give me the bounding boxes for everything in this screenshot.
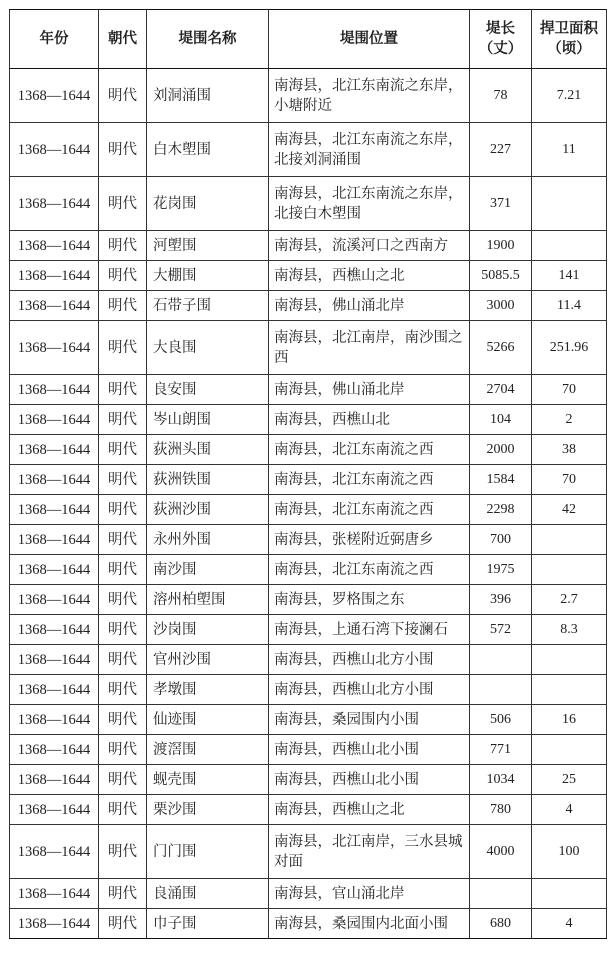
cell-length: 1034 (470, 765, 532, 795)
cell-area: 11.4 (532, 291, 607, 321)
cell-length: 700 (470, 525, 532, 555)
cell-dynasty: 明代 (99, 735, 147, 765)
cell-dynasty: 明代 (99, 465, 147, 495)
cell-dynasty: 明代 (99, 525, 147, 555)
header-area (532, 10, 607, 69)
cell-year: 1368—1644 (10, 405, 99, 435)
cell-name: 荻洲铁围 (147, 465, 269, 495)
cell-year: 1368—1644 (10, 321, 99, 375)
cell-name: 孝墩围 (147, 675, 269, 705)
cell-area: 38 (532, 435, 607, 465)
table-row (10, 909, 607, 939)
cell-length: 78 (470, 69, 532, 123)
cell-year: 1368—1644 (10, 735, 99, 765)
cell-dynasty: 明代 (99, 825, 147, 879)
cell-area (532, 879, 607, 909)
table-body (10, 69, 607, 939)
cell-name: 渡滘围 (147, 735, 269, 765)
cell-name: 仙迹围 (147, 705, 269, 735)
table-row (10, 261, 607, 291)
table-row (10, 765, 607, 795)
cell-name: 良涌围 (147, 879, 269, 909)
table-row (10, 495, 607, 525)
cell-name: 河塱围 (147, 231, 269, 261)
cell-area: 2 (532, 405, 607, 435)
table-row (10, 795, 607, 825)
cell-length: 104 (470, 405, 532, 435)
cell-location: 南海县，上通石湾下接澜石 (269, 615, 470, 645)
table-header (10, 10, 607, 69)
cell-location: 南海县，北江东南流之东岸，北接刘洞涌围 (269, 123, 470, 177)
cell-dynasty: 明代 (99, 291, 147, 321)
cell-area: 8.3 (532, 615, 607, 645)
table-row (10, 879, 607, 909)
cell-name: 良安围 (147, 375, 269, 405)
cell-length: 396 (470, 585, 532, 615)
cell-length: 1975 (470, 555, 532, 585)
table-row (10, 231, 607, 261)
cell-year: 1368—1644 (10, 525, 99, 555)
cell-area (532, 177, 607, 231)
cell-length (470, 675, 532, 705)
cell-location: 南海县，西樵山之北 (269, 261, 470, 291)
header-name: 堤围名称 (147, 10, 269, 69)
cell-location: 南海县，北江东南流之西 (269, 555, 470, 585)
cell-location: 南海县，北江东南流之西 (269, 435, 470, 465)
cell-dynasty: 明代 (99, 765, 147, 795)
cell-name: 刘洞涌围 (147, 69, 269, 123)
cell-dynasty: 明代 (99, 69, 147, 123)
cell-name: 荻洲头围 (147, 435, 269, 465)
header-row (10, 10, 607, 69)
cell-location: 南海县，西樵山之北 (269, 795, 470, 825)
cell-year: 1368—1644 (10, 879, 99, 909)
cell-length: 1900 (470, 231, 532, 261)
cell-year: 1368—1644 (10, 465, 99, 495)
table-row (10, 525, 607, 555)
cell-area: 70 (532, 375, 607, 405)
cell-area: 42 (532, 495, 607, 525)
cell-length: 2000 (470, 435, 532, 465)
cell-length: 227 (470, 123, 532, 177)
cell-name: 门门围 (147, 825, 269, 879)
cell-location: 南海县，北江东南流之西 (269, 465, 470, 495)
cell-dynasty: 明代 (99, 645, 147, 675)
cell-length: 5085.5 (470, 261, 532, 291)
cell-year: 1368—1644 (10, 123, 99, 177)
cell-year: 1368—1644 (10, 909, 99, 939)
cell-length: 1584 (470, 465, 532, 495)
cell-dynasty: 明代 (99, 909, 147, 939)
cell-dynasty: 明代 (99, 123, 147, 177)
table-row (10, 291, 607, 321)
cell-dynasty: 明代 (99, 495, 147, 525)
cell-dynasty: 明代 (99, 795, 147, 825)
cell-area: 100 (532, 825, 607, 879)
cell-year: 1368—1644 (10, 615, 99, 645)
cell-name: 大良围 (147, 321, 269, 375)
header-length (470, 10, 532, 69)
cell-name: 大棚围 (147, 261, 269, 291)
cell-name: 蚬壳围 (147, 765, 269, 795)
cell-location: 南海县，桑园围内小围 (269, 705, 470, 735)
cell-location: 南海县，北江东南流之西 (269, 495, 470, 525)
cell-year: 1368—1644 (10, 231, 99, 261)
cell-name: 官州沙围 (147, 645, 269, 675)
cell-dynasty: 明代 (99, 177, 147, 231)
cell-length: 780 (470, 795, 532, 825)
cell-year: 1368—1644 (10, 825, 99, 879)
cell-length: 371 (470, 177, 532, 231)
cell-location: 南海县，流溪河口之西南方 (269, 231, 470, 261)
cell-area: 25 (532, 765, 607, 795)
cell-dynasty: 明代 (99, 555, 147, 585)
cell-year: 1368—1644 (10, 555, 99, 585)
cell-name: 巾子围 (147, 909, 269, 939)
cell-area: 11 (532, 123, 607, 177)
cell-area: 4 (532, 909, 607, 939)
table-row (10, 465, 607, 495)
table-row (10, 435, 607, 465)
header-location: 堤围位置 (269, 10, 470, 69)
cell-name: 花岗围 (147, 177, 269, 231)
cell-area: 4 (532, 795, 607, 825)
table-row (10, 825, 607, 879)
cell-year: 1368—1644 (10, 291, 99, 321)
cell-area (532, 231, 607, 261)
cell-dynasty: 明代 (99, 405, 147, 435)
cell-area: 2.7 (532, 585, 607, 615)
cell-area: 7.21 (532, 69, 607, 123)
table-row (10, 615, 607, 645)
cell-name: 荻洲沙围 (147, 495, 269, 525)
cell-year: 1368—1644 (10, 495, 99, 525)
cell-location: 南海县，北江南岸，南沙围之西 (269, 321, 470, 375)
cell-location: 南海县，北江东南流之东岸，小塘附近 (269, 69, 470, 123)
cell-location: 南海县，张槎附近弼唐乡 (269, 525, 470, 555)
header-area-line2: （顷） (547, 41, 591, 57)
cell-location: 南海县，西樵山北方小围 (269, 675, 470, 705)
header-area-line1: 捍卫面积 (540, 21, 598, 37)
cell-area (532, 735, 607, 765)
cell-year: 1368—1644 (10, 795, 99, 825)
cell-year: 1368—1644 (10, 675, 99, 705)
cell-length (470, 879, 532, 909)
table-row (10, 375, 607, 405)
cell-year: 1368—1644 (10, 435, 99, 465)
cell-year: 1368—1644 (10, 375, 99, 405)
cell-name: 永州外围 (147, 525, 269, 555)
cell-location: 南海县，西樵山北方小围 (269, 645, 470, 675)
table-row (10, 675, 607, 705)
cell-length: 680 (470, 909, 532, 939)
cell-length: 572 (470, 615, 532, 645)
table-row (10, 321, 607, 375)
cell-length: 5266 (470, 321, 532, 375)
cell-name: 溶州柏塱围 (147, 585, 269, 615)
cell-location: 南海县，罗格围之东 (269, 585, 470, 615)
cell-dynasty: 明代 (99, 261, 147, 291)
cell-location: 南海县，西樵山北 (269, 405, 470, 435)
header-length-line2: （丈） (478, 41, 523, 57)
cell-name: 沙岗围 (147, 615, 269, 645)
cell-year: 1368—1644 (10, 177, 99, 231)
cell-dynasty: 明代 (99, 675, 147, 705)
cell-area: 141 (532, 261, 607, 291)
table-row (10, 585, 607, 615)
cell-year: 1368—1644 (10, 765, 99, 795)
cell-area (532, 675, 607, 705)
cell-year: 1368—1644 (10, 69, 99, 123)
cell-area: 70 (532, 465, 607, 495)
cell-name: 石带子围 (147, 291, 269, 321)
cell-dynasty: 明代 (99, 615, 147, 645)
cell-location: 南海县，佛山涌北岸 (269, 375, 470, 405)
cell-dynasty: 明代 (99, 705, 147, 735)
cell-length: 2704 (470, 375, 532, 405)
cell-location: 南海县，西樵山北小围 (269, 735, 470, 765)
cell-dynasty: 明代 (99, 879, 147, 909)
cell-area: 251.96 (532, 321, 607, 375)
cell-dynasty: 明代 (99, 585, 147, 615)
cell-area (532, 555, 607, 585)
cell-length: 3000 (470, 291, 532, 321)
cell-location: 南海县，桑园围内北面小围 (269, 909, 470, 939)
cell-dynasty: 明代 (99, 321, 147, 375)
cell-location: 南海县，北江南岸，三水县城对面 (269, 825, 470, 879)
cell-dynasty: 明代 (99, 375, 147, 405)
cell-length: 506 (470, 705, 532, 735)
header-year: 年份 (10, 10, 99, 69)
cell-dynasty: 明代 (99, 231, 147, 261)
cell-length: 771 (470, 735, 532, 765)
table-row (10, 123, 607, 177)
table-row (10, 405, 607, 435)
levee-table (9, 9, 607, 939)
cell-area (532, 645, 607, 675)
cell-location: 南海县，官山涌北岸 (269, 879, 470, 909)
cell-name: 南沙围 (147, 555, 269, 585)
table-row (10, 645, 607, 675)
cell-year: 1368—1644 (10, 645, 99, 675)
cell-length: 4000 (470, 825, 532, 879)
cell-length (470, 645, 532, 675)
cell-year: 1368—1644 (10, 705, 99, 735)
cell-name: 岑山朗围 (147, 405, 269, 435)
table-row (10, 555, 607, 585)
table-row (10, 69, 607, 123)
cell-dynasty: 明代 (99, 435, 147, 465)
cell-location: 南海县，北江东南流之东岸，北接白木塱围 (269, 177, 470, 231)
cell-year: 1368—1644 (10, 261, 99, 291)
header-dynasty: 朝代 (99, 10, 147, 69)
cell-location: 南海县，西樵山北小围 (269, 765, 470, 795)
cell-year: 1368—1644 (10, 585, 99, 615)
cell-name: 白木塱围 (147, 123, 269, 177)
table-row (10, 735, 607, 765)
cell-area (532, 525, 607, 555)
cell-area: 16 (532, 705, 607, 735)
header-length-line1: 堤长 (486, 21, 515, 37)
cell-name: 栗沙围 (147, 795, 269, 825)
cell-location: 南海县，佛山涌北岸 (269, 291, 470, 321)
cell-length: 2298 (470, 495, 532, 525)
table-row (10, 177, 607, 231)
table-row (10, 705, 607, 735)
